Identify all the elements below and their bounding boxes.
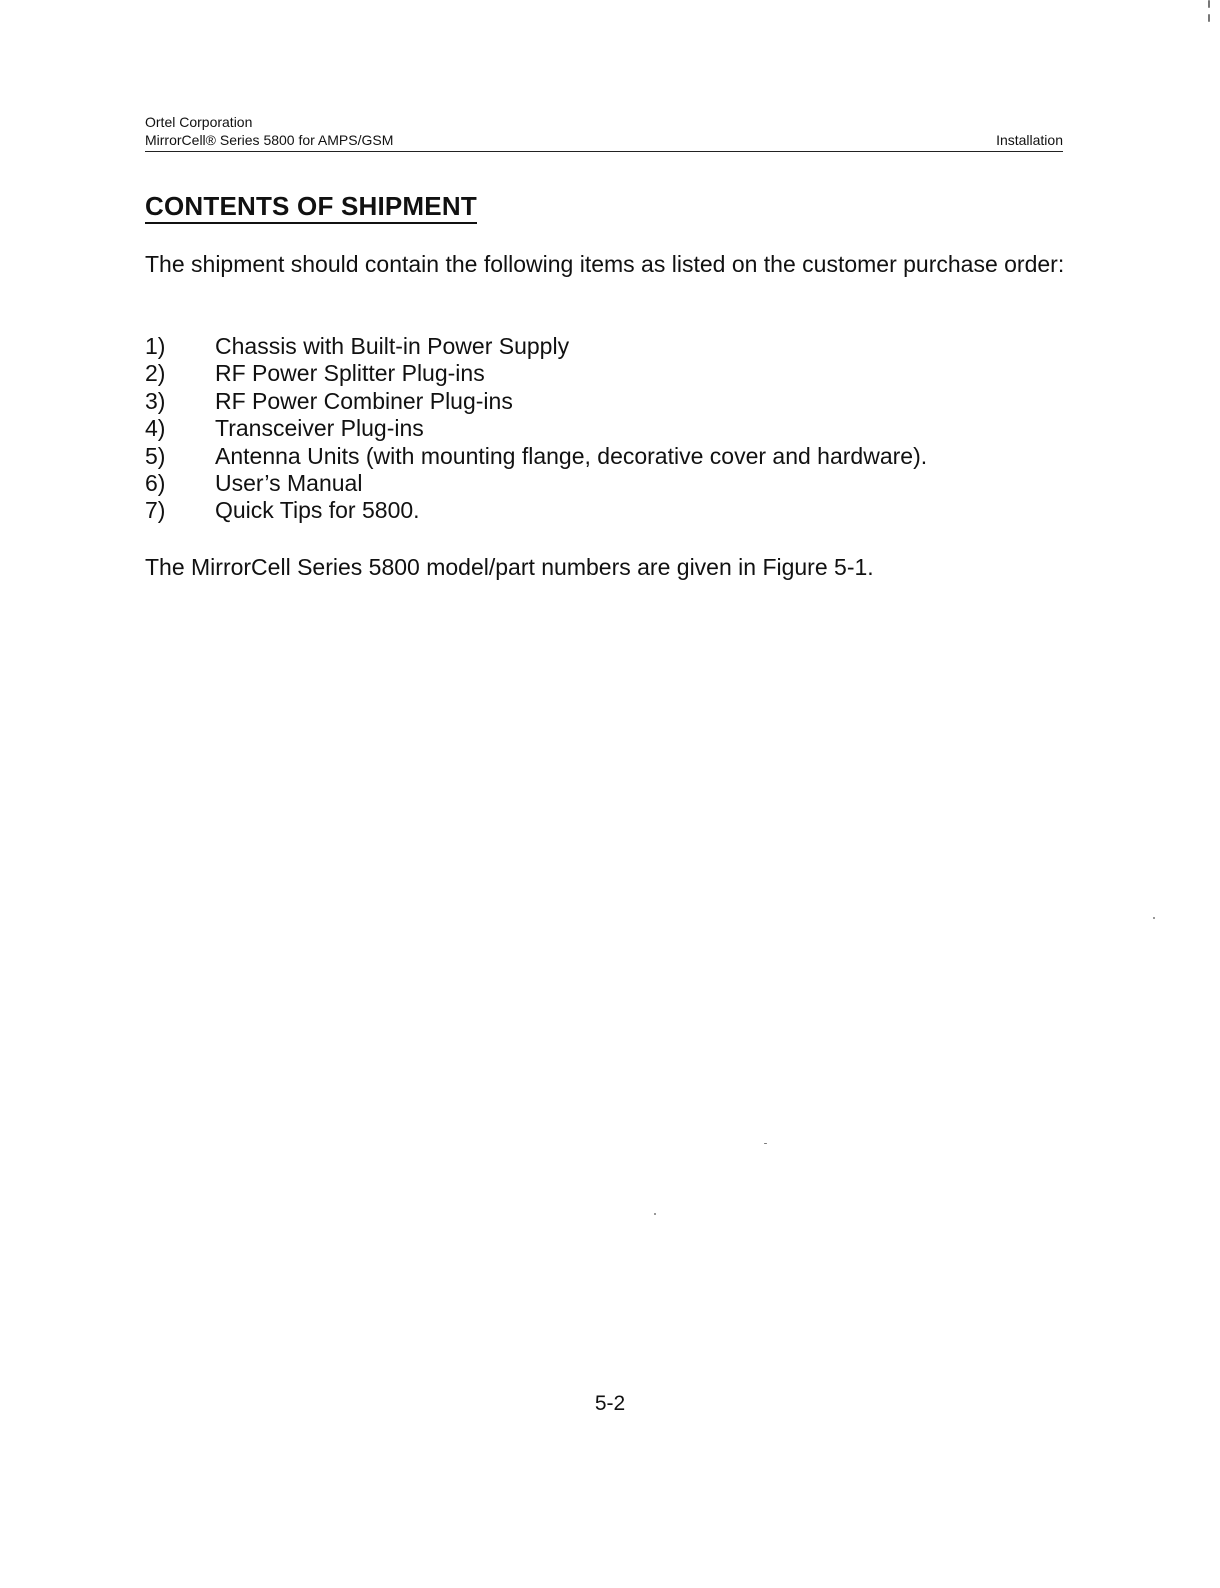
list-item-text: Quick Tips for 5800.	[215, 497, 420, 524]
list-item-number: 1)	[145, 333, 166, 359]
list-item-text: RF Power Splitter Plug-ins	[215, 360, 485, 387]
header-company: Ortel Corporation	[145, 114, 253, 130]
list-item	[145, 388, 927, 415]
list-item	[145, 415, 927, 442]
header-section: Installation	[996, 132, 1063, 148]
list-item-text: User’s Manual	[215, 470, 363, 497]
shipment-items-list	[145, 333, 927, 525]
scan-speck	[1208, 14, 1210, 22]
header-product: MirrorCell® Series 5800 for AMPS/GSM	[145, 132, 394, 148]
list-item	[145, 360, 927, 387]
scan-speck	[764, 1143, 767, 1144]
list-item-text: RF Power Combiner Plug-ins	[215, 387, 513, 414]
list-item-number: 3)	[145, 387, 166, 414]
list-item-number: 6)	[145, 470, 166, 497]
list-item-text: Transceiver Plug-ins	[215, 415, 424, 442]
list-item	[145, 470, 927, 497]
scan-speck	[654, 1213, 656, 1215]
list-item	[145, 497, 927, 524]
list-item-text: Antenna Units (with mounting flange, decorative cover and hardware).	[215, 442, 928, 469]
intro-paragraph: The shipment should contain the following items as listed on the customer purchase order:	[145, 251, 1065, 277]
scan-speck	[1208, 0, 1210, 8]
list-item-number: 5)	[145, 442, 166, 469]
page-header	[145, 113, 1063, 152]
list-item-number: 2)	[145, 360, 166, 387]
summary-paragraph: The MirrorCell Series 5800 model/part numbers are given in Figure 5-1.	[145, 554, 874, 580]
section-title: CONTENTS OF SHIPMENT	[145, 190, 477, 224]
list-item-number: 4)	[145, 415, 166, 442]
list-item-number: 7)	[145, 497, 166, 524]
list-item	[145, 443, 927, 470]
list-item	[145, 333, 927, 360]
list-item-text: Chassis with Built-in Power Supply	[215, 333, 570, 359]
scan-speck	[1153, 917, 1155, 919]
header-rule-row	[145, 131, 1063, 152]
page-number: 5-2	[594, 1392, 626, 1415]
